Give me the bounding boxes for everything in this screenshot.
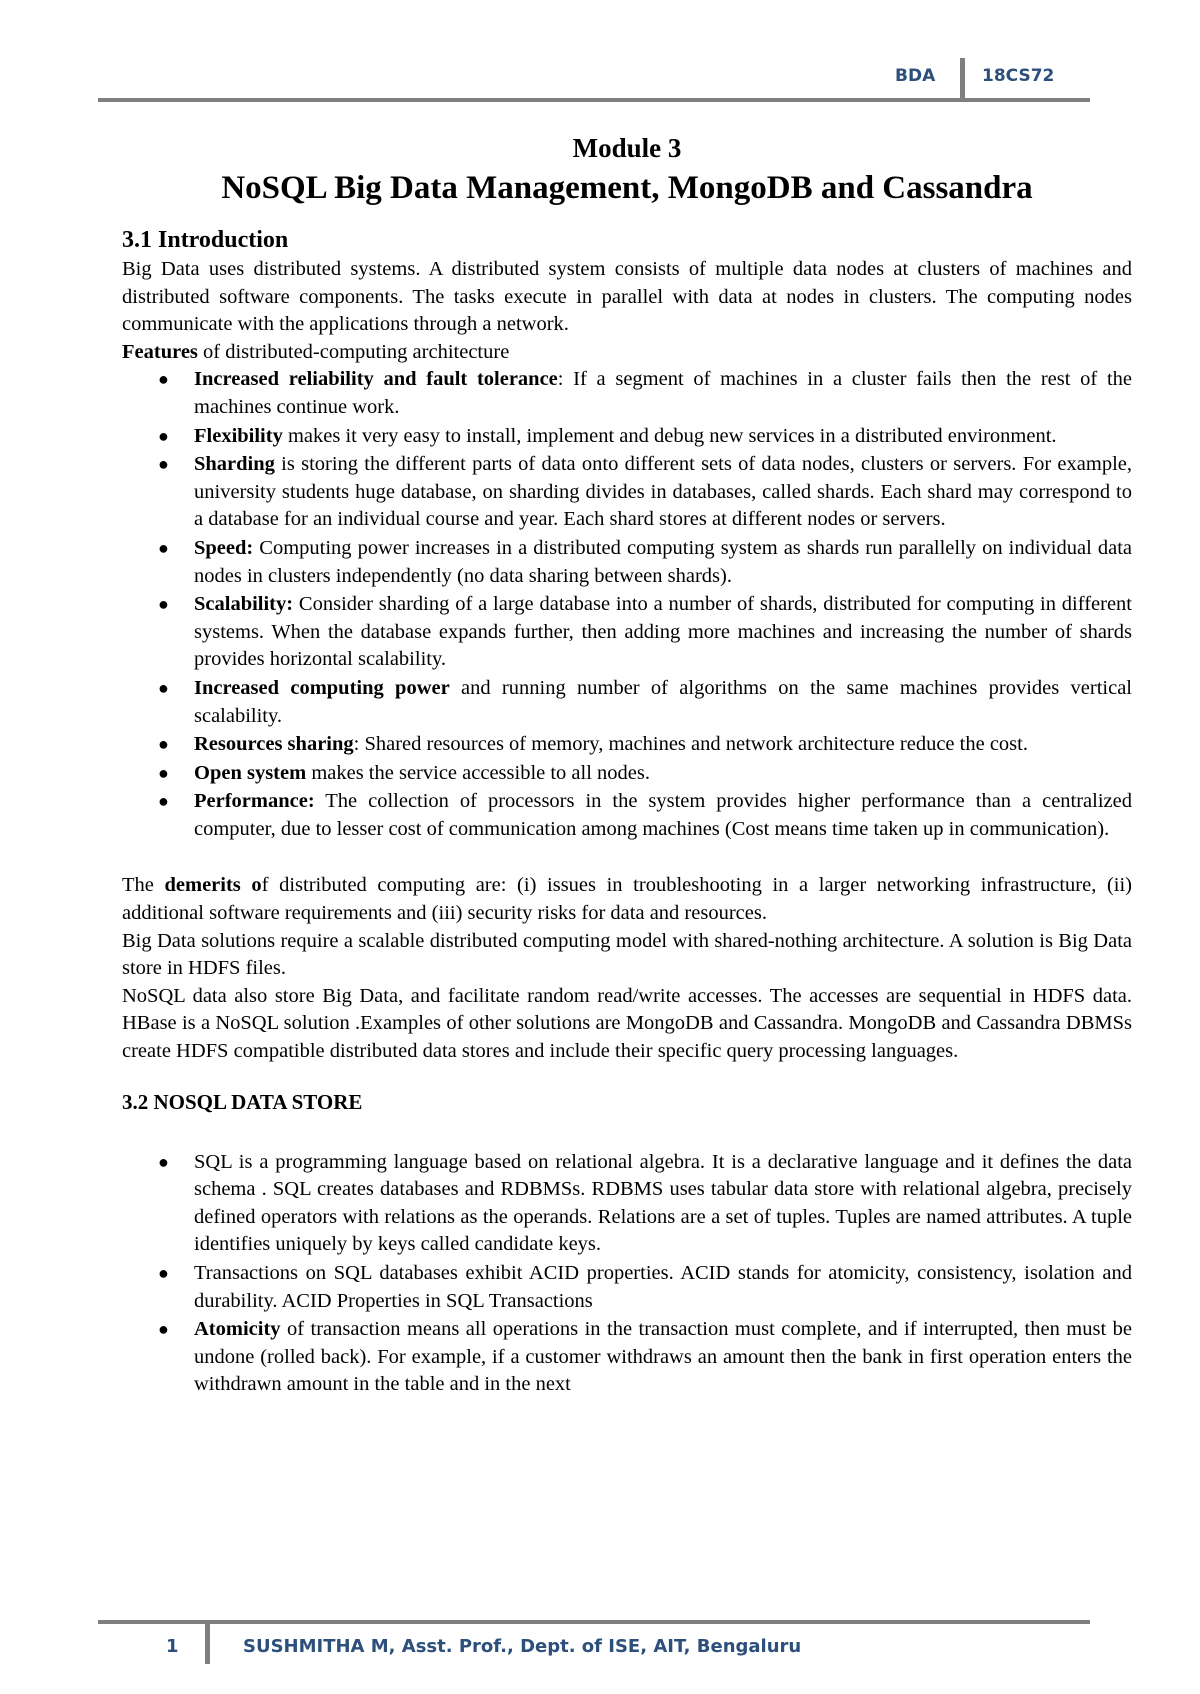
item-term: Increased reliability and fault tolerance [194,368,558,391]
list-item [122,760,1132,788]
list-item [122,535,1132,590]
item-text: makes it very easy to install, implement and debug new services in a distributed environment. [282,424,1057,447]
item-term: Open system [194,761,307,784]
list-item [122,731,1132,759]
demerits-rest: f distributed computing are: (i) issues in troubleshooting in a larger networking infrastructure, (ii) additional software requirements and (iii) security risks for data and resources. [122,874,1133,925]
item-text: The collection of processors in the system provides higher performance than a centralized computer, due to lesser cost of communication among machines (Cost means time taken up in communication). [194,790,1132,840]
page-title: NoSQL Big Data Management, MongoDB and Cassandra [221,170,1033,206]
list-item [122,591,1132,674]
page-number: 1 [166,1636,179,1657]
bullet-icon: ● [158,1151,169,1172]
item-text: Consider sharding of a large database into a number of shards, distributed for computing in different systems. When the database expands further, then adding more machines and increasing the number of shards provides horizontal scalability. [194,593,1132,671]
item-text: : Shared resources of memory, machines and network architecture reduce the cost. [353,733,1028,756]
item-term: Atomicity [194,1318,281,1341]
features-rest: of distributed-computing architecture [197,340,510,363]
list-item [122,423,1132,451]
bullet-icon: ● [158,425,169,446]
item-term: Increased computing power [194,676,450,699]
bullet-icon: ● [158,594,169,615]
item-text: of transaction means all operations in the transaction must complete, and if interrupted, then must be undone (rolled back). For example, if a customer withdraws an amount then the bank in first operation enters the withdrawn amount in the table and in the next [194,1318,1132,1396]
bullet-icon: ● [158,677,169,698]
course-code: 18CS72 [982,66,1055,86]
item-text: is storing the different parts of data onto different sets of data nodes, clusters or servers. For example, university students huge database, on sharding divides in databases, called shards. Each shard may correspond to a database for an individual course and year. Each shard stores at different nodes or servers. [194,453,1132,531]
list-item [122,1316,1132,1399]
bullet-icon: ● [158,734,169,755]
list-item [122,1260,1132,1315]
footer-author: SUSHMITHA M, Asst. Prof., Dept. of ISE, AIT, Bengaluru [243,1636,802,1657]
item-term: Performance: [194,790,315,813]
bullet-icon: ● [158,537,169,558]
header-divider [960,58,965,98]
demerits-pre: The [122,874,165,897]
intro-paragraph: Big Data uses distributed systems. A distributed system consists of multiple data nodes at clusters of machines and distributed software components. The tasks execute in parallel with data at nodes in clusters. The computing nodes communicate with the applications through a network. [122,258,1132,336]
header-rule [98,98,1090,102]
bullet-icon: ● [158,762,169,783]
item-term: Flexibility [194,424,283,447]
features-bold: Features [122,340,198,363]
list-item [122,451,1132,534]
item-term: Speed: [194,536,254,559]
module-label: Module 3 [572,133,682,163]
demerits-bold: demerits o [164,874,262,897]
features-line [122,339,1132,367]
bigdata-paragraph: Big Data solutions require a scalable distributed computing model with shared-nothing architecture. A solution is Big Data store in HDFS files. [122,929,1132,980]
bullet-icon: ● [158,1319,169,1340]
demerits-paragraph [122,872,1132,927]
nosql-paragraph: NoSQL data also store Big Data, and facilitate random read/write accesses. The accesses are sequential in HDFS data. HBase is a NoSQL solution .Examples of other solutions are MongoDB and Cassandra. MongoDB and Cassandra DBMSs create HDFS compatible distributed data stores and include their specific query processing languages. [122,984,1132,1063]
nosql-heading: 3.2 NOSQL DATA STORE [122,1089,363,1114]
list-item [122,788,1132,843]
item-text: and running number of algorithms on the same machines provides vertical scalability. [194,676,1132,727]
nosql-list [122,1149,1132,1399]
item-text: : If a segment of machines in a cluster fails then the rest of the machines continue work. [194,368,1132,418]
footer-divider [205,1624,210,1664]
item-text: Transactions on SQL databases exhibit ACID properties. ACID stands for atomicity, consistency, isolation and durability. ACID Properties in SQL Transactions [194,1262,1132,1312]
features-list [122,366,1132,843]
item-term: Sharding [194,453,275,476]
page-header [0,62,1200,102]
bullet-icon: ● [158,454,169,475]
item-text: SQL is a programming language based on relational algebra. It is a declarative language and it defines the data schema . SQL creates databases and RDBMSs. RDBMS uses tabular data store with relational algebra, precisely defined operators with relations as the operands. Relations are a set of tuples. Tuples are named attributes. A tuple identifies uniquely by keys called candidate keys. [194,1150,1132,1256]
item-text: makes the service accessible to all nodes. [306,761,651,784]
item-term: Resources sharing [194,733,354,756]
footer-rule [98,1620,1090,1624]
bullet-icon: ● [158,369,169,390]
item-text: Computing power increases in a distributed computing system as shards run parallelly on individual data nodes in clusters independently (no data sharing between shards). [194,536,1132,587]
intro-heading: 3.1 Introduction [122,227,289,253]
list-item [122,366,1132,421]
page-footer [0,1620,1200,1680]
item-term: Scalability: [194,593,294,616]
page-body [122,130,1132,1400]
bullet-icon: ● [158,1263,169,1283]
list-item [122,675,1132,730]
list-item [122,1149,1132,1259]
bullet-icon: ● [158,791,169,812]
course-label: BDA [895,66,936,86]
